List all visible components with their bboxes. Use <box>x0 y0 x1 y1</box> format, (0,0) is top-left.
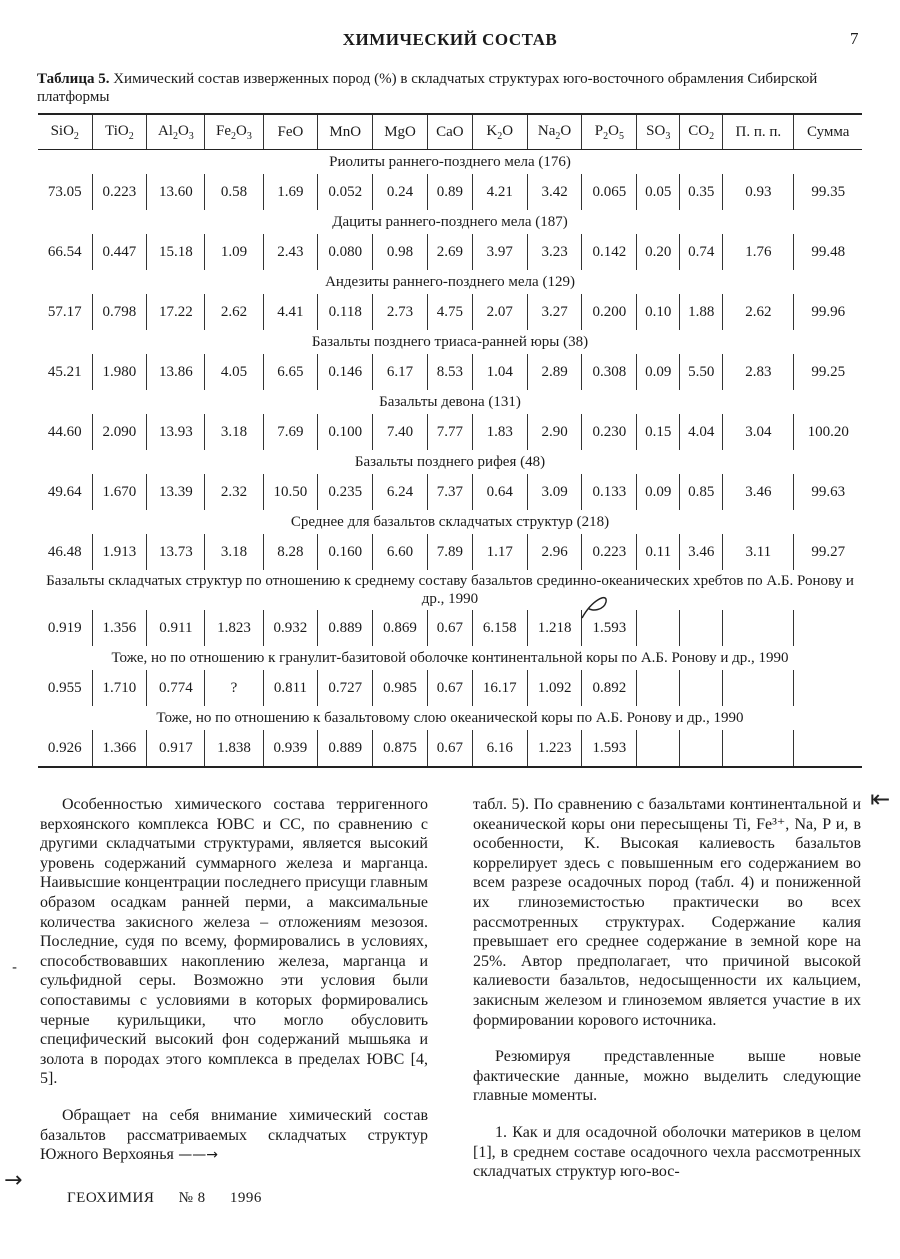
table-cell: 7.37 <box>427 474 472 510</box>
journal-name: ГЕОХИМИЯ <box>67 1190 155 1206</box>
group-title-row <box>38 150 862 175</box>
table-cell: 4.21 <box>472 174 527 210</box>
table-row <box>38 414 862 450</box>
group-title: Тоже, но по отношению к базальтовому слою океанической коры по А.Б. Ронову и др., 1990 <box>156 709 744 726</box>
table-cell: 0.11 <box>637 534 680 570</box>
table-cell: 0.235 <box>318 474 373 510</box>
table-cell <box>723 730 794 767</box>
table-cell <box>680 670 723 706</box>
table-cell: 2.90 <box>527 414 582 450</box>
table-cell: 0.798 <box>92 294 147 330</box>
table-cell: 15.18 <box>147 234 205 270</box>
table-cell: 13.73 <box>147 534 205 570</box>
table-cell: 99.48 <box>794 234 862 270</box>
table-cell: 0.15 <box>637 414 680 450</box>
table-cell: 0.985 <box>373 670 428 706</box>
table-cell: 10.50 <box>263 474 318 510</box>
column-header: SiO$_2$ <box>38 114 92 150</box>
table-cell: 1.823 <box>205 610 263 646</box>
table-cell: 2.07 <box>472 294 527 330</box>
table-caption-label: Таблица 5. <box>37 71 110 87</box>
table-cell: ? <box>205 670 263 706</box>
table-cell: 2.62 <box>723 294 794 330</box>
table-cell: 3.09 <box>527 474 582 510</box>
table-cell: 1.17 <box>472 534 527 570</box>
paragraph: Резюмируя представленные выше новые фактические данные, можно выделить следующие главные моменты. <box>473 1048 861 1105</box>
table-caption-text: Химический состав изверженных пород (%) в складчатых структурах юго-восточного обрамления Сибирской платформы <box>37 71 818 105</box>
table-cell: 0.223 <box>582 534 637 570</box>
table-cell: 2.83 <box>723 354 794 390</box>
table-cell: 2.89 <box>527 354 582 390</box>
page-number: 7 <box>850 29 859 48</box>
column-header: $P_2O_5$ <box>582 114 637 150</box>
table-cell: 2.43 <box>263 234 318 270</box>
table-row <box>38 354 862 390</box>
group-title-row <box>38 390 862 414</box>
table-cell <box>723 670 794 706</box>
table-cell: 3.18 <box>205 414 263 450</box>
table-cell: 3.42 <box>527 174 582 210</box>
group-title: Базальты девона (131) <box>379 393 521 410</box>
group-title: Базальты складчатых структур по отношению к среднему составу базальтов срединно-океанических хребтов по А.Б. Ронову и др., 1990 <box>46 573 854 607</box>
table-cell: 13.86 <box>147 354 205 390</box>
table-row <box>38 474 862 510</box>
table-cell: 4.75 <box>427 294 472 330</box>
group-title-row <box>38 330 862 354</box>
table-cell: 99.25 <box>794 354 862 390</box>
table-cell: 2.96 <box>527 534 582 570</box>
table-cell: 0.230 <box>582 414 637 450</box>
table-cell: 4.05 <box>205 354 263 390</box>
paragraph <box>40 1106 428 1166</box>
table-row <box>38 534 862 570</box>
table-cell: 6.24 <box>373 474 428 510</box>
table-cell: 46.48 <box>47 543 82 560</box>
column-header: Сумма <box>794 114 862 150</box>
table-cell <box>680 610 723 646</box>
chemical-composition-table <box>38 113 862 768</box>
paragraph: Особенностью химического состава терригенного верхоянского комплекса ЮВС и СС, по сравнению с другими складчатыми структурами, является высокий уровень содержаний суммарного железа и марганца. Наивысшие концентрации последнего присущи главным образом осадкам ранней перми, а максимальные количества закисного железа – отложениям мезозоя. Последние, судя по всему, формировались в условиях, способствовавших накоплению железа, марганца и сульфидной серы. Возможно эти условия были сопоставимы с условиями в которых формировались черные курильщики, что могло обусловить специфический высокий фон содержаний мышьяка и золота в породах этого комплекса в пределах ЮВС [4, 5]. <box>40 796 428 1088</box>
paragraph: табл. 5). По сравнению с базальтами континентальной и океанической коры они пересыщены Ti, Fe³⁺, Na, P и, в особенности, K. Высокая калиевость базальтов коррелирует здесь с повышенным его содержанием во всем разрезе осадочных пород (табл. 4) и пониженной их глиноземистостью практически во всех рассмотренных структурах. Содержание калия превышает его среднее содержание в земной коре на 25%. Автор предполагает, что причиной высокой калиевости базальтов, недосыщенности их кальцием, закисным железом и глиноземом является участие в их формировании корового источника. <box>473 796 861 1029</box>
table-cell: 6.65 <box>263 354 318 390</box>
table-row <box>38 730 862 767</box>
table-cell: 0.67 <box>427 670 472 706</box>
table-cell: 0.892 <box>582 670 637 706</box>
table-cell: 0.09 <box>637 354 680 390</box>
table-cell: 73.05 <box>47 183 82 200</box>
table-cell: 0.160 <box>318 534 373 570</box>
table-cell: 1.356 <box>92 610 147 646</box>
year: 1996 <box>229 1190 262 1206</box>
table-caption <box>37 70 867 106</box>
group-title: Андезиты раннего-позднего мела (129) <box>325 273 575 290</box>
table-cell: 49.64 <box>47 483 82 500</box>
margin-arrow-right-icon: → <box>4 1168 23 1193</box>
table-cell: 6.16 <box>472 730 527 767</box>
table-cell: 66.54 <box>47 243 82 260</box>
table-cell: 57.17 <box>47 303 82 320</box>
table-cell: 2.62 <box>205 294 263 330</box>
body-text-right-column <box>473 795 861 1182</box>
table-cell: 0.133 <box>582 474 637 510</box>
table-cell: 1.83 <box>472 414 527 450</box>
margin-arrow-left-icon: ⇤ <box>870 785 891 813</box>
table-cell: 0.64 <box>472 474 527 510</box>
table-cell: 100.20 <box>794 414 862 450</box>
table-cell: 1.913 <box>92 534 147 570</box>
table-cell: 0.955 <box>47 679 82 696</box>
table-cell: 0.93 <box>723 174 794 210</box>
group-title-row <box>38 706 862 730</box>
table-cell: 1.710 <box>92 670 147 706</box>
table-body <box>38 150 862 768</box>
table-cell: 1.76 <box>723 234 794 270</box>
table-cell: 1.88 <box>680 294 723 330</box>
footer <box>67 1190 282 1207</box>
table-cell: 1.593 <box>582 610 637 646</box>
column-header: MnO <box>318 114 373 150</box>
table-cell: 1.69 <box>263 174 318 210</box>
table-cell: 7.77 <box>427 414 472 450</box>
column-header: $Na_2O$ <box>527 114 582 150</box>
table-cell: 0.05 <box>637 174 680 210</box>
table-cell: 0.911 <box>147 610 205 646</box>
table-cell: 8.53 <box>427 354 472 390</box>
margin-dash-icon: - <box>12 960 18 976</box>
group-title-row <box>38 210 862 234</box>
column-header: $CO_2$ <box>680 114 723 150</box>
table-cell: 4.41 <box>263 294 318 330</box>
table-cell: 7.69 <box>263 414 318 450</box>
table-cell: 1.09 <box>205 234 263 270</box>
table-cell: 0.926 <box>38 730 92 767</box>
table-cell: 0.58 <box>205 174 263 210</box>
table-cell: 1.670 <box>92 474 147 510</box>
table-cell: 0.142 <box>582 234 637 270</box>
issue-number: № 8 <box>178 1190 206 1206</box>
table-header-row <box>38 114 862 150</box>
table-cell: 2.69 <box>427 234 472 270</box>
table-cell: 4.04 <box>680 414 723 450</box>
table-cell: 0.811 <box>263 670 318 706</box>
table-cell: 0.20 <box>637 234 680 270</box>
table-cell: 99.63 <box>794 474 862 510</box>
handwritten-check-icon <box>578 590 614 622</box>
table-cell: 1.04 <box>472 354 527 390</box>
table-row <box>38 234 862 270</box>
table-cell: 5.50 <box>680 354 723 390</box>
table-cell: 3.46 <box>680 534 723 570</box>
table-cell: 45.21 <box>47 363 82 380</box>
table-cell: 0.35 <box>680 174 723 210</box>
body-text-left-column <box>40 795 428 1166</box>
table-cell: 0.200 <box>582 294 637 330</box>
table-cell <box>723 610 794 646</box>
table-cell: 3.11 <box>723 534 794 570</box>
table-cell <box>794 670 862 706</box>
group-title-row <box>38 570 862 610</box>
table-cell: 8.28 <box>263 534 318 570</box>
column-header: FeO <box>263 114 318 150</box>
table-cell <box>637 610 680 646</box>
column-header: TiO$_2$ <box>92 114 147 150</box>
table-cell: 1.218 <box>527 610 582 646</box>
table-cell: 0.100 <box>318 414 373 450</box>
table-cell: 0.727 <box>318 670 373 706</box>
table-cell: 0.774 <box>147 670 205 706</box>
table-cell: 99.96 <box>794 294 862 330</box>
table-cell: 0.67 <box>427 610 472 646</box>
column-header: $Al_2O_3$ <box>147 114 205 150</box>
table-cell: 1.223 <box>527 730 582 767</box>
table-cell: 7.40 <box>373 414 428 450</box>
table-cell: 0.052 <box>318 174 373 210</box>
table-cell: 13.60 <box>147 174 205 210</box>
table-cell <box>794 730 862 767</box>
group-title-row <box>38 270 862 294</box>
group-title-row <box>38 450 862 474</box>
table-cell: 0.146 <box>318 354 373 390</box>
paragraph: 1. Как и для осадочной оболочки материков в целом [1], в среднем составе осадочного чехла рассмотренных складчатых структур юго-вос- <box>473 1123 861 1181</box>
table-row <box>38 670 862 706</box>
column-header: $K_2O$ <box>472 114 527 150</box>
table-cell: 0.919 <box>47 619 82 636</box>
table-cell: 6.17 <box>373 354 428 390</box>
paragraph-text: Обращает на себя внимание химический состав базальтов рассматриваемых складчатых структур Южного Верхоянья <box>40 1106 428 1164</box>
table-cell: 0.85 <box>680 474 723 510</box>
table-cell: 0.939 <box>263 730 318 767</box>
table-cell: 0.89 <box>427 174 472 210</box>
table-cell: 0.223 <box>92 174 147 210</box>
table-cell: 3.97 <box>472 234 527 270</box>
column-header: MgO <box>373 114 428 150</box>
table-cell: 0.24 <box>373 174 428 210</box>
handwritten-arrow-icon: ——→ <box>173 1147 219 1164</box>
column-header: П. п. п. <box>723 114 794 150</box>
table-cell: 0.065 <box>582 174 637 210</box>
table-cell: 3.27 <box>527 294 582 330</box>
table-cell: 2.090 <box>92 414 147 450</box>
table-row <box>38 294 862 330</box>
table-cell: 1.366 <box>92 730 147 767</box>
table-cell: 1.980 <box>92 354 147 390</box>
group-title: Риолиты раннего-позднего мела (176) <box>329 153 571 170</box>
table-cell: 0.917 <box>147 730 205 767</box>
table-cell: 0.67 <box>427 730 472 767</box>
table-cell: 0.09 <box>637 474 680 510</box>
table-row <box>38 174 862 210</box>
table-cell: 0.869 <box>373 610 428 646</box>
group-title: Базальты позднего триаса-ранней юры (38) <box>311 333 589 350</box>
group-title: Базальты позднего рифея (48) <box>354 453 546 470</box>
table-cell: 0.74 <box>680 234 723 270</box>
table-cell: 0.080 <box>318 234 373 270</box>
table-cell <box>637 670 680 706</box>
table-cell <box>680 730 723 767</box>
table-cell: 3.18 <box>205 534 263 570</box>
table-cell: 0.10 <box>637 294 680 330</box>
group-title: Дациты раннего-позднего мела (187) <box>332 213 568 230</box>
table-cell: 2.73 <box>373 294 428 330</box>
running-title: ХИМИЧЕСКИЙ СОСТАВ <box>342 30 558 49</box>
table-cell: 13.93 <box>147 414 205 450</box>
table-cell: 99.27 <box>794 534 862 570</box>
table-cell: 0.447 <box>92 234 147 270</box>
table-cell: 13.39 <box>147 474 205 510</box>
column-header: $SO_3$ <box>637 114 680 150</box>
table-cell: 0.118 <box>318 294 373 330</box>
table-cell: 0.889 <box>318 610 373 646</box>
table-cell: 6.60 <box>373 534 428 570</box>
table-cell: 6.158 <box>472 610 527 646</box>
table-cell: 2.32 <box>205 474 263 510</box>
table-cell: 0.875 <box>373 730 428 767</box>
table-cell: 99.35 <box>794 174 862 210</box>
table-cell: 16.17 <box>472 670 527 706</box>
table-cell: 44.60 <box>47 423 82 440</box>
table-cell: 1.838 <box>205 730 263 767</box>
table-cell: 3.46 <box>723 474 794 510</box>
table-cell: 1.092 <box>527 670 582 706</box>
group-title-row <box>38 510 862 534</box>
group-title: Тоже, но по отношению к гранулит-базитовой оболочке континентальной коры по А.Б. Ронову и др., 1990 <box>111 649 789 666</box>
table-row <box>38 610 862 646</box>
column-header: $Fe_2O_3$ <box>205 114 263 150</box>
table-cell: 0.98 <box>373 234 428 270</box>
table-cell: 0.308 <box>582 354 637 390</box>
group-title: Среднее для базальтов складчатых структур (218) <box>290 513 610 530</box>
column-header: CaO <box>427 114 472 150</box>
table-cell: 0.932 <box>263 610 318 646</box>
table-cell: 0.889 <box>318 730 373 767</box>
table-cell: 1.593 <box>582 730 637 767</box>
table-cell <box>637 730 680 767</box>
group-title-row <box>38 646 862 670</box>
table-cell <box>794 610 862 646</box>
table-cell: 17.22 <box>147 294 205 330</box>
table-cell: 7.89 <box>427 534 472 570</box>
table-cell: 3.04 <box>723 414 794 450</box>
table-cell: 3.23 <box>527 234 582 270</box>
